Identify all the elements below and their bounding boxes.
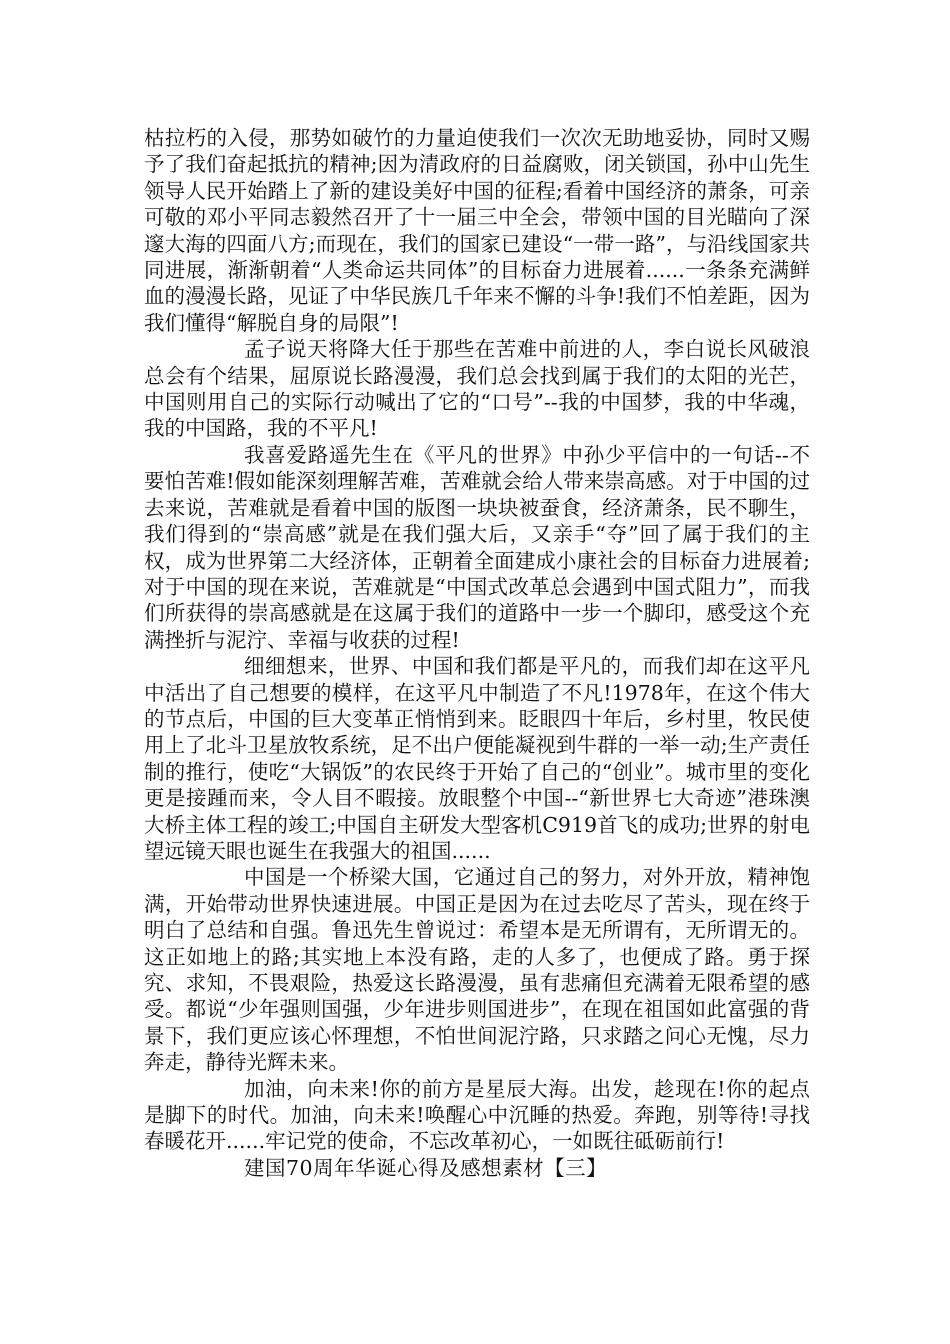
paragraph-6: 加油，向未来!你的前方是星辰大海。出发，趁现在!你的起点是脚下的时代。加油，向未来!唤醒心中沉睡的热爱。奔跑，别等待!寻找春暖花开......牢记党的使命，不忘改革初心，一如既往砥砺前行!: [144, 1076, 810, 1154]
section-title: 建国70周年华诞心得及感想素材【三】: [244, 1155, 608, 1180]
paragraph-3: 我喜爱路遥先生在《平凡的世界》中孙少平信中的一句话--不要怕苦难!假如能深刻理解苦难，苦难就会给人带来崇高感。对于中国的过去来说，苦难就是看着中国的版图一块块被蚕食，经济萧条，民不聊生，我们得到的“崇高感”就是在我们强大后，又亲手“夺”回了属于我们的主权，成为世界第二大经济体，正朝着全面建成小康社会的目标奋力进展着;对于中国的现在来说，苦难就是“中国式改革总会遇到中国式阻力”，而我们所获得的崇高感就是在这属于我们的道路中一步一个脚印，感受这个充满挫折与泥泞、幸福与收获的过程!: [144, 442, 810, 652]
paragraph-5: 中国是一个桥梁大国，它通过自己的努力，对外开放，精神饱满，开始带动世界快速进展。中国正是因为在过去吃尽了苦头，现在终于明白了总结和自强。鲁迅先生曾说过：希望本是无所谓有，无所谓无的。这正如地上的路;其实地上本没有路，走的人多了，也便成了路。勇于探究、求知，不畏艰险，热爱这长路漫漫，虽有悲痛但充满着无限希望的感受。都说“少年强则国强，少年进步则国进步”，在现在祖国如此富强的背景下，我们更应该心怀理想，不怕世间泥泞路，只求踏之问心无愧，尽力奔走，静待光辉未来。: [144, 865, 810, 1075]
document-page: [144, 125, 810, 1181]
paragraph-2: 孟子说天将降大任于那些在苦难中前进的人，李白说长风破浪总会有个结果，屈原说长路漫漫，我们总会找到属于我们的太阳的光芒，中国则用自己的实际行动喊出了它的“口号”--我的中国梦，我的中华魂，我的中国路，我的不平凡!: [144, 337, 810, 441]
paragraph-4: 细细想来，世界、中国和我们都是平凡的，而我们却在这平凡中活出了自己想要的模样，在这平凡中制造了不凡!1978年，在这个伟大的节点后，中国的巨大变革正悄悄到来。眨眼四十年后，乡村里，牧民使用上了北斗卫星放牧系统，足不出户便能凝视到牛群的一举一动;生产责任制的推行，使吃“大锅饭”的农民终于开始了自己的“创业”。城市里的变化更是接踵而来，令人目不暇接。放眼整个中国--“新世界七大奇迹”港珠澳大桥主体工程的竣工;中国自主研发大型客机C919首飞的成功;世界的射电望远镜天眼也诞生在我强大的祖国......: [144, 654, 810, 863]
paragraph-1: 枯拉朽的入侵，那势如破竹的力量迫使我们一次次无助地妥协，同时又赐予了我们奋起抵抗的精神;因为清政府的日益腐败，闭关锁国，孙中山先生领导人民开始踏上了新的建设美好中国的征程;看着中国经济的萧条，可亲可敬的邓小平同志毅然召开了十一届三中全会，带领中国的目光瞄向了深邃大海的四面八方;而现在，我们的国家已建设“一带一路”，与沿线国家共同进展，渐渐朝着“人类命运共同体”的目标奋力进展着......一条条充满鲜血的漫漫长路，见证了中华民族几千年来不懈的斗争!我们不怕差距，因为我们懂得“解脱自身的局限”!: [144, 126, 810, 335]
